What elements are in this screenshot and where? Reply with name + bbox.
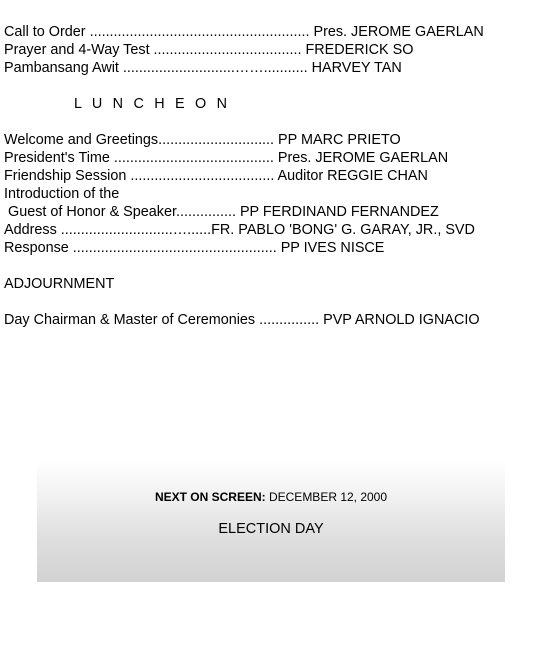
next-on-screen-title: ELECTION DAY — [218, 521, 324, 537]
next-on-screen-date: DECEMBER 12, 2000 — [265, 490, 388, 504]
program-schedule — [4, 23, 540, 329]
next-on-screen-label: NEXT ON SCREEN: — [154, 490, 266, 504]
program-item-address: Address ............................…......FR. PABLO 'BONG' G. GARAY, JR., SVD — [4, 222, 475, 238]
program-item-anthem: Pambansang Awit ............................……........... HARVEY TAN — [4, 60, 402, 76]
spacer — [4, 293, 540, 311]
program-item-introduction: Introduction of the — [4, 186, 120, 202]
spacer — [4, 77, 540, 95]
next-on-screen-line — [37, 489, 505, 505]
program-item-day-chairman: Day Chairman & Master of Ceremonies ............... PVP ARNOLD IGNACIO — [4, 312, 480, 328]
program-item-welcome: Welcome and Greetings............................. PP MARC PRIETO — [4, 132, 401, 148]
program-item-friendship-session: Friendship Session .................................... Auditor REGGIE CHAN — [4, 168, 428, 184]
program-item-prayer: Prayer and 4-Way Test ..................................... FREDERICK SO — [4, 42, 414, 58]
next-on-screen-panel — [37, 460, 505, 582]
spacer — [4, 257, 540, 275]
spacer — [4, 113, 540, 131]
program-item-adjournment: ADJOURNMENT — [4, 276, 115, 292]
program-item-call-to-order: Call to Order ....................................................... Pres. JEROME GAERLAN — [4, 24, 484, 40]
section-heading-luncheon: L U N C H E O N — [74, 96, 231, 112]
program-item-guest-of-honor: Guest of Honor & Speaker............... PP FERDINAND FERNANDEZ — [4, 204, 439, 220]
program-item-response: Response ................................................... PP IVES NISCE — [4, 240, 385, 256]
program-item-presidents-time: President's Time ........................................ Pres. JEROME GAERLAN — [4, 150, 449, 166]
